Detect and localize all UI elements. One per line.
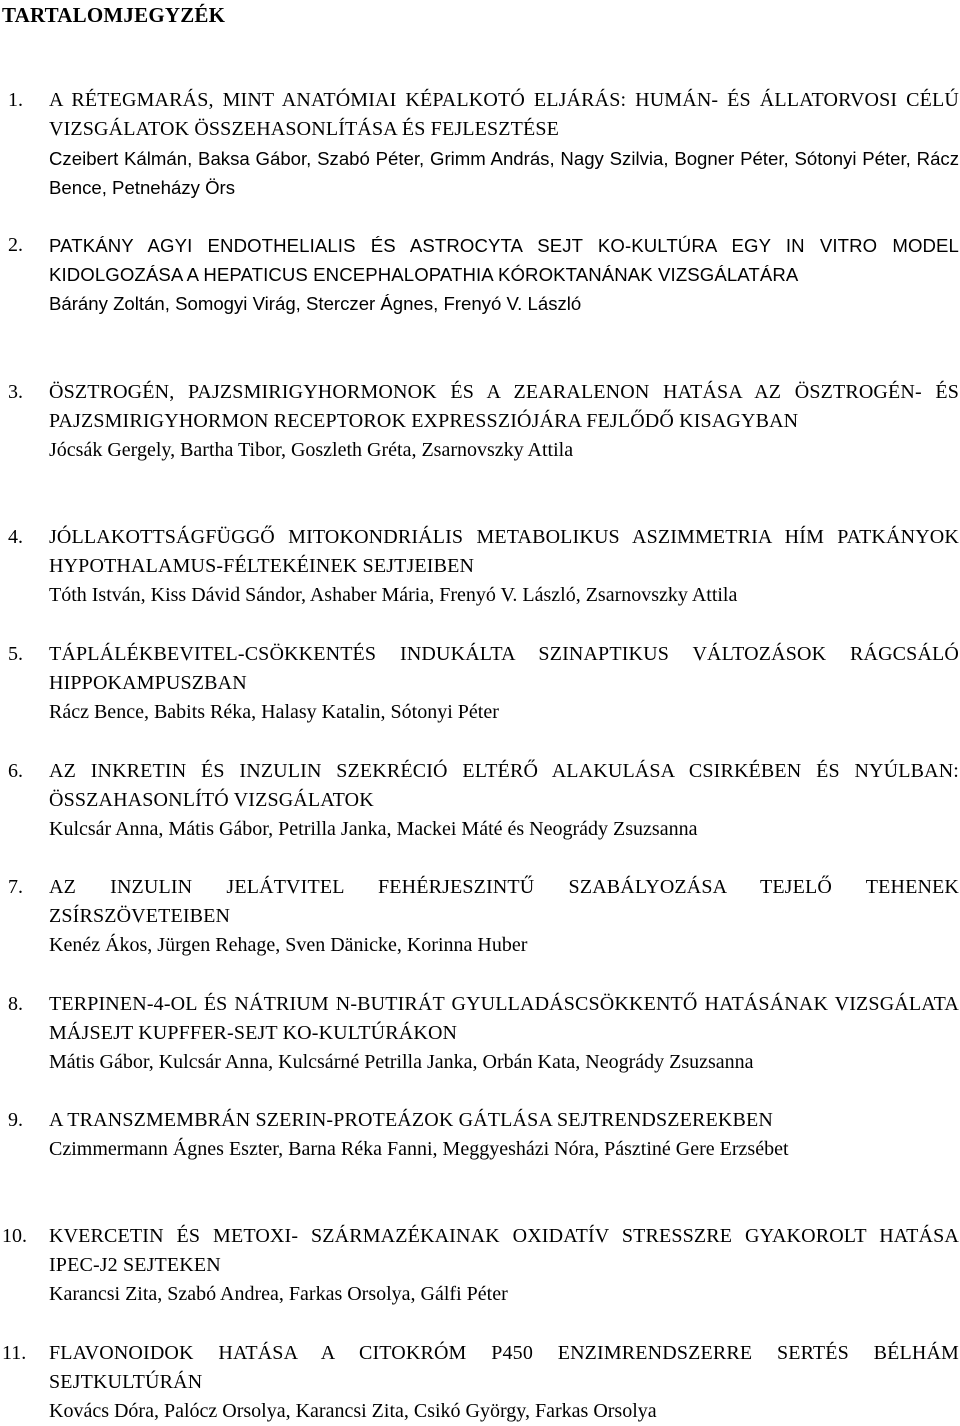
entry-authors: Kulcsár Anna, Mátis Gábor, Petrilla Janka, Mackei Máté és Neogrády Zsuzsanna [49,818,698,840]
entry-authors: Rácz Bence, Babits Réka, Halasy Katalin, Sótonyi Péter [49,701,499,723]
entry-body [49,1339,959,1426]
toc-heading: TARTALOMJEGYZÉK [2,3,226,27]
entry-body [49,640,959,727]
entry-number: 7. [8,876,23,898]
entry-title: TERPINEN-4-OL ÉS NÁTRIUM N-BUTIRÁT GYULLADÁSCSÖKKENTŐ HATÁSÁNAK VIZSGÁLATA MÁJSEJT KUPFFER-SEJT KO-KULTÚRÁKON [49,993,959,1044]
entry-title: A RÉTEGMARÁS, MINT ANATÓMIAI KÉPALKOTÓ ELJÁRÁS: HUMÁN- ÉS ÁLLATORVOSI CÉLÚ VIZSGÁLATOK ÖSSZEHASONLÍTÁSA ÉS FEJLESZTÉSE [49,89,959,140]
entry-body [49,990,959,1077]
entry-body [49,757,959,844]
entry-number: 1. [8,89,23,111]
entry-title: AZ INKRETIN ÉS INZULIN SZEKRÉCIÓ ELTÉRŐ ALAKULÁSA CSIRKÉBEN ÉS NYÚLBAN: ÖSSZAHASONLÍTÓ VIZSGÁLATOK [49,760,959,811]
entry-number: 8. [8,993,23,1015]
entry-body [49,1106,959,1164]
entry-body [49,523,959,610]
entry-authors: Jócsák Gergely, Bartha Tibor, Goszleth Gréta, Zsarnovszky Attila [49,439,574,461]
entry-authors: Tóth István, Kiss Dávid Sándor, Ashaber Mária, Frenyó V. László, Zsarnovszky Attila [49,584,738,606]
entry-body [49,1222,959,1309]
entry-authors: Kovács Dóra, Palócz Orsolya, Karancsi Zita, Csikó György, Farkas Orsolya [49,1400,657,1422]
entry-number: 11. [2,1342,27,1364]
entry-body [49,378,959,465]
entry-authors: Czeibert Kálmán, Baksa Gábor, Szabó Péter, Grimm András, Nagy Szilvia, Bogner Péter, Sótonyi Péter, Rácz Bence, Petneházy Örs [49,148,959,198]
entry-authors: Karancsi Zita, Szabó Andrea, Farkas Orsolya, Gálfi Péter [49,1283,508,1305]
entry-authors: Bárány Zoltán, Somogyi Virág, Sterczer Ágnes, Frenyó V. László [49,293,582,314]
entry-body [49,231,959,318]
entry-number: 10. [2,1225,27,1247]
entry-title: A TRANSZMEMBRÁN SZERIN-PROTEÁZOK GÁTLÁSA SEJTRENDSZEREKBEN [49,1109,773,1131]
entry-title: TÁPLÁLÉKBEVITEL-CSÖKKENTÉS INDUKÁLTA SZINAPTIKUS VÁLTOZÁSOK RÁGCSÁLÓ HIPPOKAMPUSZBAN [49,643,959,694]
entry-number: 5. [8,643,23,665]
entry-title: AZ INZULIN JELÁTVITEL FEHÉRJESZINTŰ SZABÁLYOZÁSA TEJELŐ TEHENEK ZSÍRSZÖVETEIBEN [49,876,959,927]
entry-authors: Mátis Gábor, Kulcsár Anna, Kulcsárné Petrilla Janka, Orbán Kata, Neogrády Zsuzsanna [49,1051,754,1073]
entry-number: 6. [8,760,23,782]
entry-number: 9. [8,1109,23,1131]
entry-body [49,86,959,202]
entry-title: FLAVONOIDOK HATÁSA A CITOKRÓM P450 ENZIMRENDSZERRE SERTÉS BÉLHÁM SEJTKULTÚRÁN [49,1342,959,1393]
entry-title: KVERCETIN ÉS METOXI- SZÁRMAZÉKAINAK OXIDATÍV STRESSZRE GYAKOROLT HATÁSA IPEC-J2 SEJTEKEN [49,1225,959,1276]
entry-title: PATKÁNY AGYI ENDOTHELIALIS ÉS ASTROCYTA SEJT KO-KULTÚRA EGY IN VITRO MODEL KIDOLGOZÁSA A HEPATICUS ENCEPHALOPATHIA KÓROKTANÁNAK VIZSGÁLATÁRA [49,235,959,285]
entry-title: JÓLLAKOTTSÁGFÜGGŐ MITOKONDRIÁLIS METABOLIKUS ASZIMMETRIA HÍM PATKÁNYOK HYPOTHALAMUS-FÉLTEKÉINEK SEJTJEIBEN [49,526,959,577]
entry-number: 3. [8,381,23,403]
entry-body [49,873,959,960]
entry-title: ÖSZTROGÉN, PAJZSMIRIGYHORMONOK ÉS A ZEARALENON HATÁSA AZ ÖSZTROGÉN- ÉS PAJZSMIRIGYHORMON RECEPTOROK EXPRESSZIÓJÁRA FEJLŐDŐ KISAGYBAN [49,381,959,432]
entry-authors: Kenéz Ákos, Jürgen Rehage, Sven Dänicke, Korinna Huber [49,934,528,956]
entry-authors: Czimmermann Ágnes Eszter, Barna Réka Fanni, Meggyesházi Nóra, Pásztiné Gere Erzsébet [49,1138,789,1160]
entry-number: 4. [8,526,23,548]
entry-number: 2. [8,234,23,256]
